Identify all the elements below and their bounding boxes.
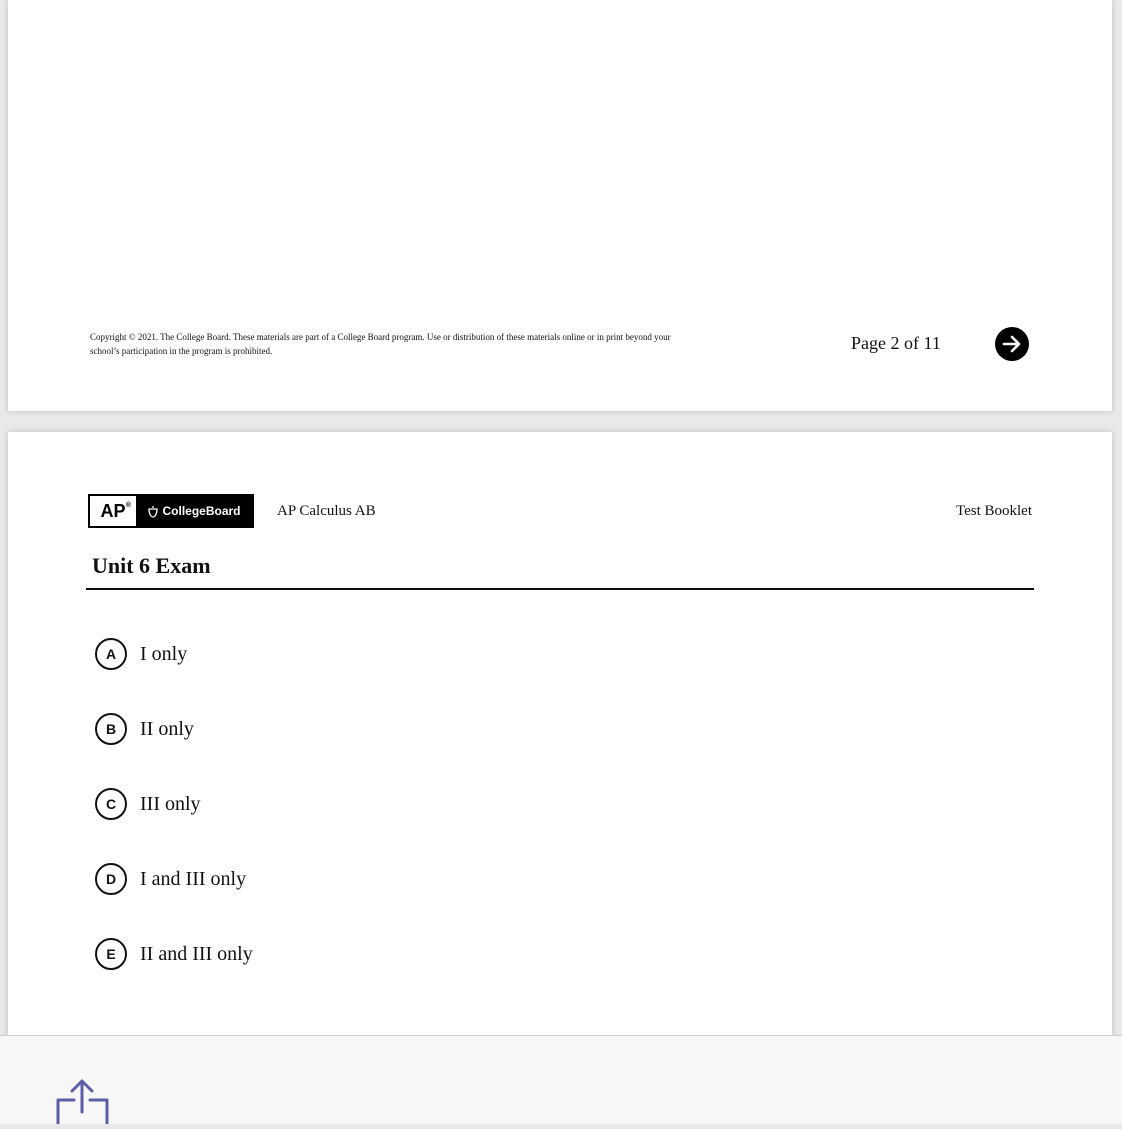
- course-name: AP Calculus AB: [277, 503, 376, 519]
- page-indicator: Page 2 of 11: [851, 333, 941, 353]
- answer-option-e[interactable]: [95, 938, 253, 970]
- ap-collegeboard-logo: [88, 494, 254, 528]
- answer-text: II only: [140, 717, 194, 740]
- logo-ap-text: AP: [100, 500, 126, 521]
- bottom-toolbar: [0, 1035, 1122, 1124]
- answer-text: III only: [140, 792, 201, 815]
- answer-bubble: A: [95, 638, 127, 670]
- answer-text: I and III only: [140, 867, 247, 890]
- logo-ap-mark: ®: [125, 502, 131, 509]
- acorn-icon: [147, 505, 159, 518]
- answer-bubble: E: [95, 938, 127, 970]
- answer-bubble: B: [95, 713, 127, 745]
- booklet-label: Test Booklet: [955, 503, 1032, 519]
- answer-bubble: D: [95, 863, 127, 895]
- share-button[interactable]: [52, 1078, 112, 1124]
- copyright-line-1: Copyright © 2021. The College Board. These materials are part of a College Board program. Use or distribution of these materials online or in print beyond your: [90, 332, 671, 342]
- arrow-right-circle-icon: [1001, 333, 1023, 355]
- answer-option-c[interactable]: [95, 788, 201, 820]
- logo-ap: [90, 496, 136, 526]
- next-page-button[interactable]: [995, 327, 1029, 361]
- share-icon: [52, 1078, 112, 1124]
- logo-collegeboard-text: CollegeBoard: [162, 504, 241, 518]
- copyright-line-2: school’s participation in the program is prohibited.: [90, 346, 273, 356]
- logo-collegeboard: [136, 496, 252, 526]
- answer-option-a[interactable]: [95, 638, 187, 670]
- copyright-notice: [90, 330, 740, 358]
- pdf-page-previous: [8, 0, 1112, 411]
- answer-text: II and III only: [140, 942, 253, 965]
- answer-option-b[interactable]: [95, 713, 194, 745]
- exam-title: Unit 6 Exam: [92, 553, 211, 578]
- header-divider: [86, 588, 1034, 590]
- answer-option-d[interactable]: [95, 863, 246, 895]
- pdf-page-current: [8, 432, 1112, 1072]
- answer-text: I only: [140, 642, 188, 665]
- answer-bubble: C: [95, 788, 127, 820]
